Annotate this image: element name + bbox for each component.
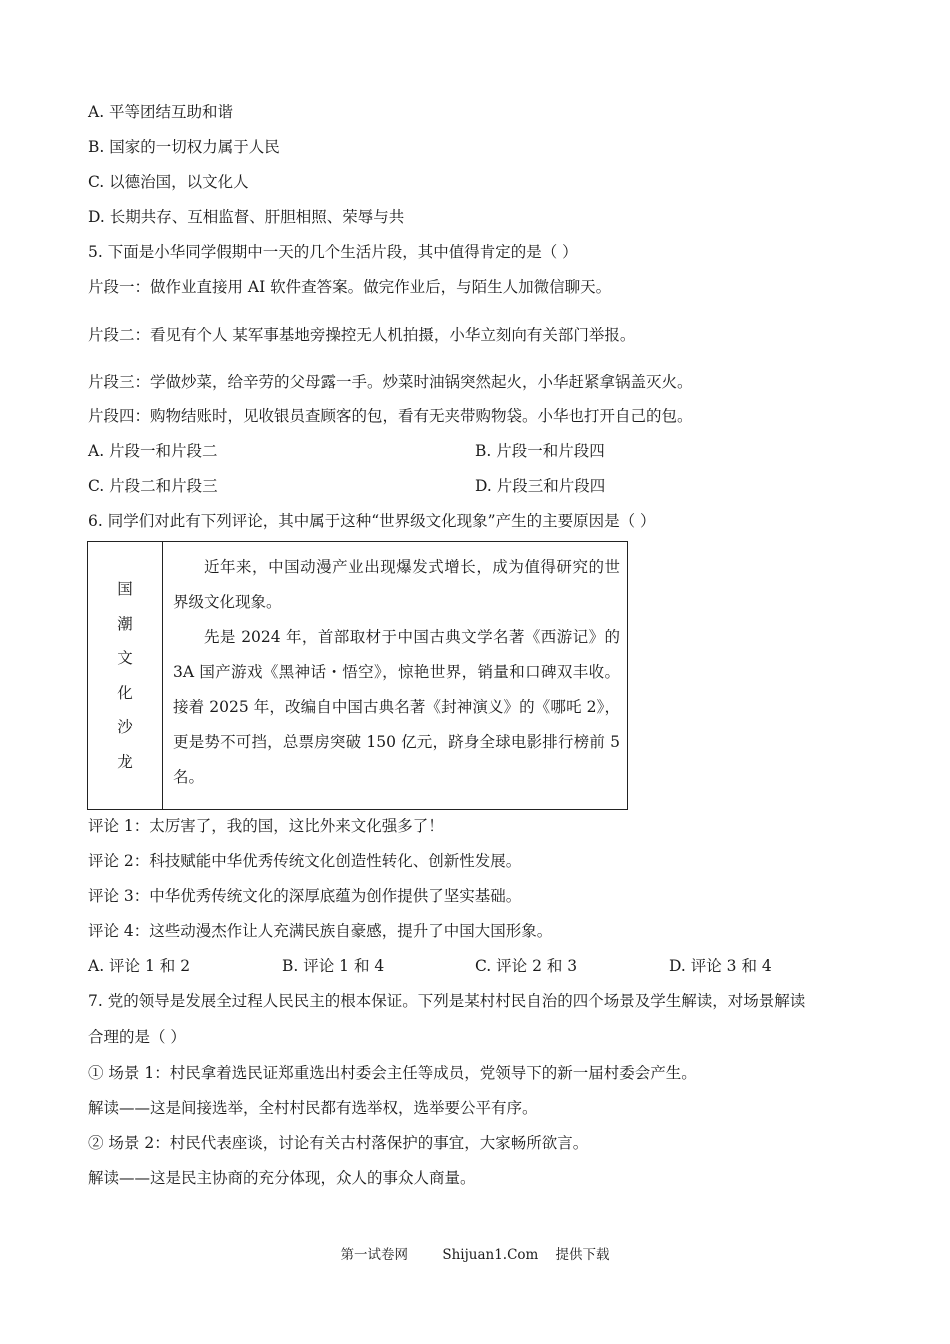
q6-stem: 6. 同学们对此有下列评论，其中属于这种“世界级文化现象”产生的主要原因是（ ） — [88, 512, 656, 530]
salon-title-char: 国 — [117, 580, 133, 598]
culture-salon-box — [87, 541, 628, 810]
salon-title-char: 文 — [117, 649, 133, 667]
salon-divider — [162, 542, 163, 809]
salon-title — [88, 572, 162, 779]
q6-option-b: B. 评论 1 和 4 — [282, 957, 385, 975]
q6-comment-4: 评论 4：这些动漫杰作让人充满民族自豪感，提升了中国大国形象。 — [88, 922, 553, 940]
q4-option-a: A. 平等团结互助和谐 — [88, 103, 234, 121]
q6-option-a: A. 评论 1 和 2 — [88, 957, 191, 975]
q7-interpretation-1: 解读——这是间接选举，全村村民都有选举权，选举要公平有序。 — [88, 1099, 538, 1117]
page-footer: 第一试卷网 Shijuan1.Com 提供下载 — [340, 1247, 610, 1263]
q7-stem-line-2: 合理的是（ ） — [88, 1028, 186, 1046]
salon-paragraph-1: 近年来，中国动漫产业出现爆发式增长，成为值得研究的世界级文化现象。 — [173, 558, 620, 611]
salon-title-char: 潮 — [117, 614, 133, 633]
q5-segment-3: 片段三：学做炒菜，给辛劳的父母露一手。炒菜时油锅突然起火，小华赶紧拿锅盖灭火。 — [88, 373, 693, 391]
q5-options-row-2 — [88, 476, 868, 496]
q5-option-d: D. 片段三和片段四 — [475, 477, 606, 495]
q7-scene-2: ② 场景 2：村民代表座谈，讨论有关古村落保护的事宜，大家畅所欲言。 — [88, 1134, 589, 1152]
salon-title-char: 沙 — [117, 718, 133, 736]
q5-option-b: B. 片段一和片段四 — [475, 442, 605, 460]
q6-comment-1: 评论 1：太厉害了，我的国，这比外来文化强多了！ — [88, 817, 444, 835]
q5-option-c: C. 片段二和片段三 — [88, 477, 218, 495]
q5-options-row-1 — [88, 441, 868, 461]
q5-segment-4: 片段四：购物结账时，见收银员查顾客的包，看有无夹带购物袋。小华也打开自己的包。 — [88, 407, 693, 425]
q6-comment-2: 评论 2：科技赋能中华优秀传统文化创造性转化、创新性发展。 — [88, 852, 522, 870]
q5-stem: 5. 下面是小华同学假期中一天的几个生活片段，其中值得肯定的是（ ） — [88, 243, 578, 261]
q7-scene-1: ① 场景 1：村民拿着选民证郑重选出村委会主任等成员，党领导下的新一届村委会产生。 — [88, 1064, 697, 1082]
q5-option-a: A. 片段一和片段二 — [88, 442, 218, 460]
salon-paragraph-2: 先是 2024 年，首部取材于中国古典文学名著《西游记》的 3A 国产游戏《黑神话・悟空》，惊艳世界，销量和口碑双丰收。接着 2025 年，改编自中国古典名著《封神演义》的《哪吒 2》，更是势不可挡，总票房突破 150 亿元，跻身全球电影排行榜前 5 名。 — [173, 628, 620, 786]
q7-stem-line-1: 7. 党的领导是发展全过程人民民主的根本保证。下列是某村村民自治的四个场景及学生解读，对场景解读 — [88, 992, 806, 1010]
q5-segment-1: 片段一：做作业直接用 AI 软件查答案。做完作业后，与陌生人加微信聊天。 — [88, 278, 612, 296]
q6-options-row — [88, 956, 868, 976]
salon-title-char: 化 — [117, 683, 133, 702]
q4-option-d: D. 长期共存、互相监督、肝胆相照、荣辱与共 — [88, 208, 405, 226]
q5-segment-2: 片段二：看见有个人 某军事基地旁操控无人机拍摄，小华立刻向有关部门举报。 — [88, 326, 636, 344]
q7-interpretation-2: 解读——这是民主协商的充分体现，众人的事众人商量。 — [88, 1169, 476, 1187]
q4-option-b: B. 国家的一切权力属于人民 — [88, 138, 280, 156]
q4-option-c: C. 以德治国，以文化人 — [88, 173, 249, 191]
salon-text — [173, 550, 620, 795]
q6-option-d: D. 评论 3 和 4 — [669, 957, 772, 975]
q6-comment-3: 评论 3：中华优秀传统文化的深厚底蕴为创作提供了坚实基础。 — [88, 887, 522, 905]
q6-option-c: C. 评论 2 和 3 — [475, 957, 578, 975]
salon-title-char: 龙 — [117, 752, 133, 771]
